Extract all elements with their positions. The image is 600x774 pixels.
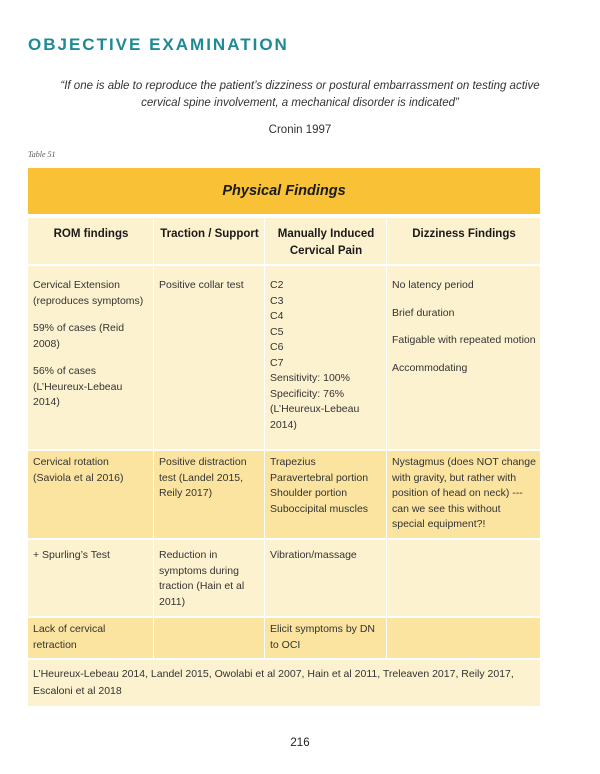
cell-text: C7 [270, 356, 284, 369]
table-cell [386, 266, 540, 449]
quote: “If one is able to reproduce the patient’s dizziness or postural embarrassment on testing active cervical spine involvement, a mechanical disorder is indicated” [60, 80, 540, 109]
cell-text: Positive distraction test (Landel 2015, Reily 2017) [159, 456, 247, 499]
cell-text: C4 [270, 310, 284, 322]
table-cell [386, 618, 540, 658]
cell-text: Fatigable with repeated motion [392, 334, 536, 346]
cell-text: No latency period [392, 279, 474, 291]
table-row [28, 449, 540, 538]
cell-text: C6 [270, 341, 284, 353]
table-cell [386, 540, 540, 616]
cell-text: Elicit symptoms by DN to OCI [270, 623, 376, 651]
table-header-row [28, 218, 540, 264]
header-manually-induced-cervical-pain: Manually Induced Cervical Pain [264, 218, 386, 264]
table-cell [386, 451, 540, 538]
cell-text: C3 [270, 294, 284, 307]
cell-text: 59% of cases (Reid 2008) [33, 322, 125, 350]
table-cell [264, 540, 386, 616]
cell-text: Shoulder portion [270, 487, 348, 499]
table-cell [28, 540, 153, 616]
cell-text: Cervical rotation (Saviola et al 2016) [33, 456, 124, 484]
header-traction-support: Traction / Support [153, 218, 264, 264]
table-cell [153, 266, 264, 449]
page-number: 216 [290, 737, 310, 749]
table-cell [28, 618, 153, 658]
table-cell [264, 618, 386, 658]
cell-text: + Spurling’s Test [33, 549, 110, 561]
cell-text: Trapezius [270, 456, 316, 468]
cell-text: 56% of cases (L’Heureux-Lebeau 2014) [33, 365, 123, 408]
table-cell [153, 540, 264, 616]
cell-text: Specificity: 76% [270, 387, 345, 400]
references: L’Heureux-Lebeau 2014, Landel 2015, Owolabi et al 2007, Hain et al 2011, Treleaven 2017, Reily 2017, Escaloni et al 2018 [33, 668, 514, 697]
cell-text: Positive collar test [159, 279, 244, 291]
table-cell [264, 451, 386, 538]
cell-text: Cervical Extension (reproduces symptoms) [33, 279, 144, 307]
table-caption: Table 51 [28, 150, 56, 159]
table-cell [153, 618, 264, 658]
table-cell [28, 266, 153, 449]
table-cell [28, 451, 153, 538]
cell-text: Paravertebral portion [270, 471, 369, 484]
header-dizziness-findings: Dizziness Findings [386, 218, 540, 264]
cell-text: Nystagmus (does NOT change with gravity, but rather with position of head on neck) ---can we see this without special equipment?! [392, 456, 536, 530]
table-row [28, 616, 540, 658]
table-row [28, 538, 540, 616]
cell-text: C5 [270, 325, 284, 338]
header-rom-findings: ROM findings [53, 228, 129, 240]
section-heading: OBJECTIVE EXAMINATION [28, 35, 289, 54]
table-footer-row [28, 658, 540, 706]
cell-text: C2 [270, 279, 284, 291]
table-row [28, 264, 540, 449]
cell-text: Reduction in symptoms during traction (Hain et al 2011) [159, 549, 245, 608]
cell-text: Lack of cervical retraction [33, 623, 106, 651]
table-title: Physical Findings [28, 168, 540, 214]
quote-author: Cronin 1997 [268, 124, 332, 136]
table-cell [264, 266, 386, 449]
cell-text: Sensitivity: 100% [270, 372, 350, 384]
cell-text: Brief duration [392, 306, 455, 319]
table-cell [153, 451, 264, 538]
cell-text: Vibration/massage [270, 549, 357, 561]
physical-findings-table [28, 168, 540, 706]
cell-text: (L’Heureux-Lebeau 2014) [270, 403, 360, 431]
cell-text: Accommodating [392, 361, 468, 374]
cell-text: Suboccipital muscles [270, 502, 369, 515]
